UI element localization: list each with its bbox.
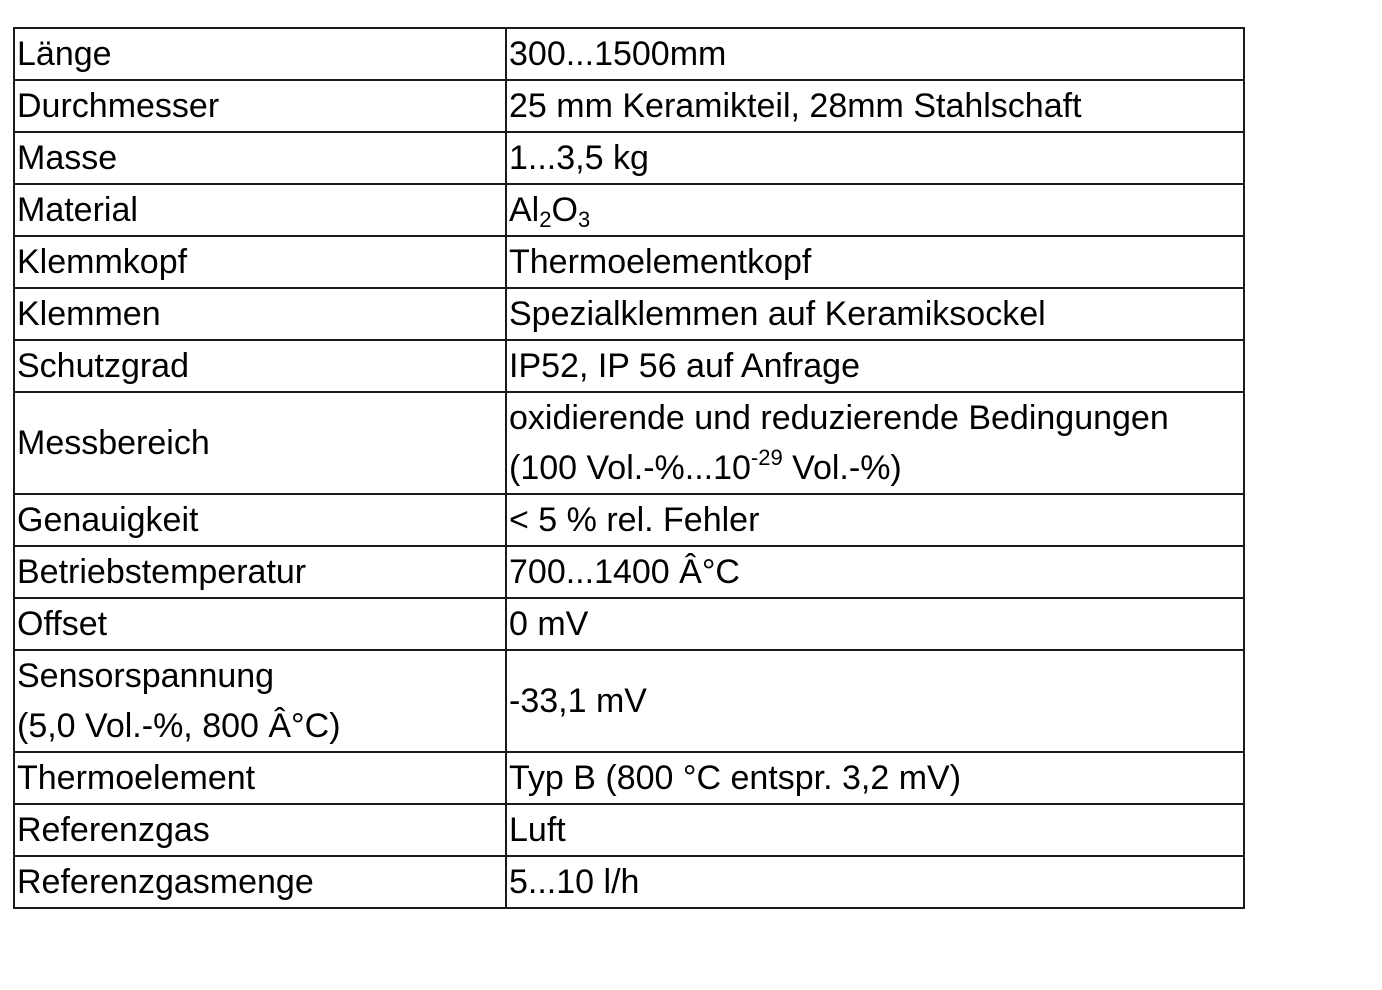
formula-subscript: 2 <box>539 207 552 232</box>
table-row <box>14 392 1244 494</box>
row-label: Messbereich <box>14 392 506 494</box>
table-row <box>14 598 1244 650</box>
row-value: Luft <box>506 804 1244 856</box>
table-row <box>14 184 1244 236</box>
row-value: Thermoelementkopf <box>506 236 1244 288</box>
row-label: Durchmesser <box>14 80 506 132</box>
row-value: Spezialklemmen auf Keramiksockel <box>506 288 1244 340</box>
row-value: -33,1 mV <box>506 650 1244 752</box>
table-row <box>14 288 1244 340</box>
value-part: (100 Vol.-%...10 <box>509 449 751 487</box>
formula-subscript: 3 <box>577 207 591 232</box>
table-row <box>14 650 1244 752</box>
formula-part: Al <box>509 191 540 229</box>
row-label: Länge <box>14 28 506 80</box>
row-label: Material <box>14 184 506 236</box>
table-row <box>14 494 1244 546</box>
row-value: 5...10 l/h <box>506 856 1244 908</box>
exponent: -29 <box>750 445 783 470</box>
row-label: Offset <box>14 598 506 650</box>
table-row <box>14 28 1244 80</box>
row-label: Schutzgrad <box>14 340 506 392</box>
table-row <box>14 236 1244 288</box>
row-label <box>14 650 506 752</box>
table-row <box>14 804 1244 856</box>
row-label: Genauigkeit <box>14 494 506 546</box>
table-row <box>14 546 1244 598</box>
row-label: Masse <box>14 132 506 184</box>
row-value: < 5 % rel. Fehler <box>506 494 1244 546</box>
value-line: oxidierende und reduzierende Bedingungen <box>509 399 1169 437</box>
row-value: 300...1500mm <box>506 28 1244 80</box>
specification-table <box>13 27 1245 909</box>
label-line: Sensorspannung <box>17 657 275 695</box>
row-label: Referenzgasmenge <box>14 856 506 908</box>
row-label: Thermoelement <box>14 752 506 804</box>
row-value <box>506 184 1244 236</box>
table-row <box>14 340 1244 392</box>
row-value: 25 mm Keramikteil, 28mm Stahlschaft <box>506 80 1244 132</box>
formula-part: O <box>551 191 578 229</box>
row-value: 0 mV <box>506 598 1244 650</box>
table-row <box>14 856 1244 908</box>
row-value <box>506 392 1244 494</box>
table-row <box>14 80 1244 132</box>
row-label: Betriebstemperatur <box>14 546 506 598</box>
table-row <box>14 132 1244 184</box>
row-value: 700...1400 Â°C <box>506 546 1244 598</box>
table-row <box>14 752 1244 804</box>
row-value: 1...3,5 kg <box>506 132 1244 184</box>
row-label: Referenzgas <box>14 804 506 856</box>
value-part: Vol.-%) <box>782 449 902 487</box>
row-value: IP52, IP 56 auf Anfrage <box>506 340 1244 392</box>
row-value: Typ B (800 °C entspr. 3,2 mV) <box>506 752 1244 804</box>
value-line <box>509 443 1243 493</box>
row-label: Klemmkopf <box>14 236 506 288</box>
row-label: Klemmen <box>14 288 506 340</box>
label-line: (5,0 Vol.-%, 800 Â°C) <box>17 707 341 745</box>
